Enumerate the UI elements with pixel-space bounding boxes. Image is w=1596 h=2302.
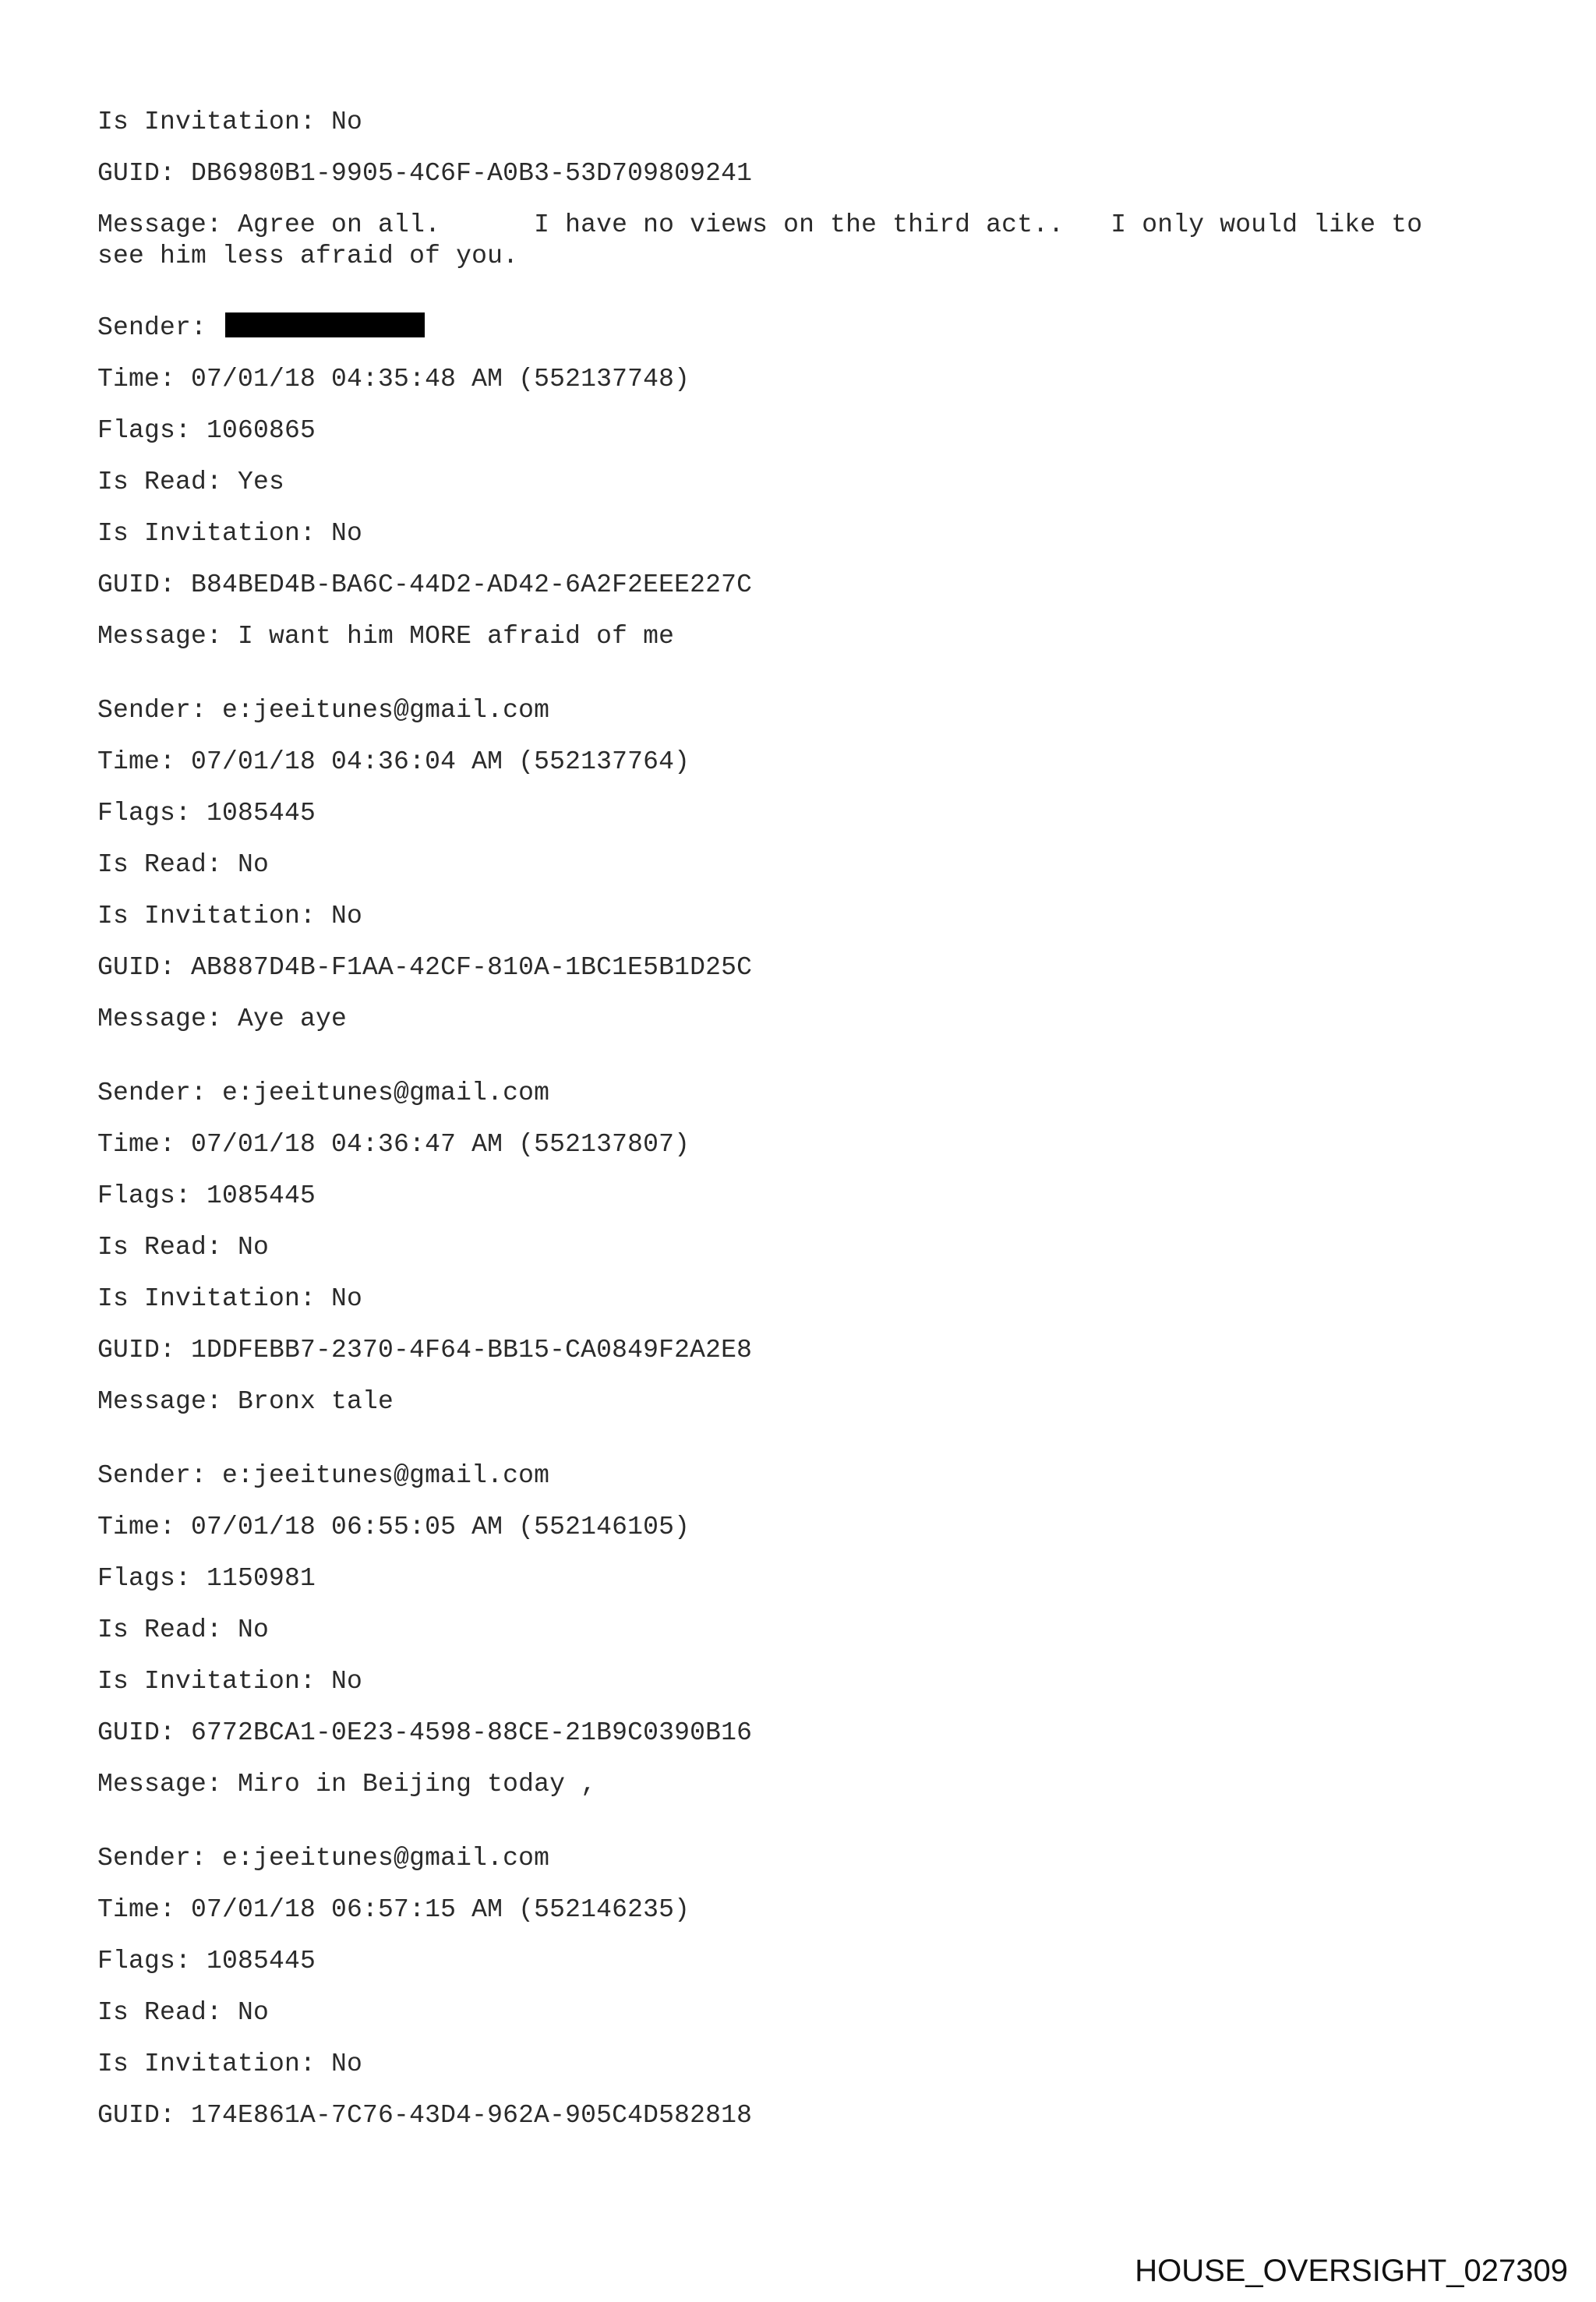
invitation-line: Is Invitation: No — [97, 902, 363, 930]
flags-line: Flags: 1150981 — [97, 1564, 316, 1593]
invitation-line: Is Invitation: No — [97, 1667, 363, 1696]
flags-line: Flags: 1085445 — [97, 1947, 316, 1975]
sender-line: Sender: e:jeeitunes@gmail.com — [97, 1079, 550, 1107]
flags-line: Flags: 1060865 — [97, 416, 316, 445]
read-line: Is Read: No — [97, 1615, 270, 1644]
invitation-line: Is Invitation: No — [97, 2050, 363, 2078]
read-line: Is Read: No — [97, 1998, 270, 2027]
guid-line: GUID: B84BED4B-BA6C-44D2-AD42-6A2F2EEE227C — [97, 570, 753, 599]
time-line: Time: 07/01/18 04:36:47 AM (552137807) — [97, 1130, 690, 1159]
guid-line: GUID: 6772BCA1-0E23-4598-88CE-21B9C0390B16 — [97, 1718, 753, 1747]
bates-stamp: HOUSE_OVERSIGHT_027309 — [1135, 2254, 1568, 2288]
time-line: Time: 07/01/18 04:35:48 AM (552137748) — [97, 365, 690, 394]
message-line: Message: I want him MORE afraid of me — [97, 622, 675, 651]
flags-line: Flags: 1085445 — [97, 799, 316, 828]
sender-line: Sender: e:jeeitunes@gmail.com — [97, 1461, 550, 1490]
guid-line: GUID: 174E861A-7C76-43D4-962A-905C4D582818 — [97, 2101, 753, 2130]
sender-line — [97, 312, 425, 344]
sender-line: Sender: e:jeeitunes@gmail.com — [97, 696, 550, 725]
redaction-box — [225, 312, 425, 337]
guid-line: GUID: AB887D4B-F1AA-42CF-810A-1BC1E5B1D25C — [97, 953, 753, 982]
flags-line: Flags: 1085445 — [97, 1181, 316, 1210]
message-line: Message: Bronx tale — [97, 1387, 394, 1416]
read-line: Is Read: No — [97, 1233, 270, 1262]
invitation-line: Is Invitation: No — [97, 519, 363, 548]
message-line: Message: Miro in Beijing today , — [97, 1770, 597, 1799]
read-line: Is Read: Yes — [97, 468, 285, 496]
guid-line: GUID: 1DDFEBB7-2370-4F64-BB15-CA0849F2A2E8 — [97, 1336, 753, 1365]
guid-line: GUID: DB6980B1-9905-4C6F-A0B3-53D709809241 — [97, 159, 753, 188]
read-line: Is Read: No — [97, 850, 270, 879]
sender-label: Sender: — [97, 313, 223, 342]
sender-line: Sender: e:jeeitunes@gmail.com — [97, 1844, 550, 1873]
time-line: Time: 07/01/18 06:57:15 AM (552146235) — [97, 1895, 690, 1924]
time-line: Time: 07/01/18 06:55:05 AM (552146105) — [97, 1513, 690, 1541]
message-line: Message: Aye aye — [97, 1004, 348, 1033]
message-line: Message: Agree on all. I have no views on the third act.. I only would like to see him less afraid of you. — [97, 210, 1423, 270]
time-line: Time: 07/01/18 04:36:04 AM (552137764) — [97, 747, 690, 776]
invitation-line: Is Invitation: No — [97, 108, 363, 136]
invitation-line: Is Invitation: No — [97, 1284, 363, 1313]
